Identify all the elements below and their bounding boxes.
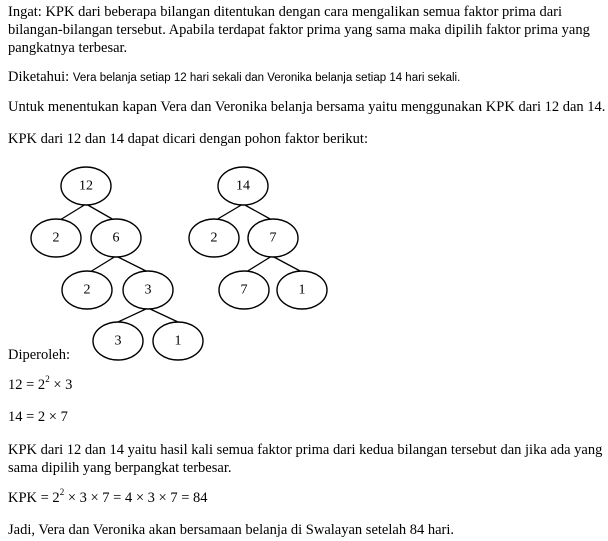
equation-12-lhs: 12 = 2: [8, 377, 46, 393]
tree14-root-label: 14: [236, 178, 250, 194]
kpk-equation-rhs: × 3 × 7 = 4 × 3 × 7 = 84: [64, 490, 208, 506]
tree12-l2-left-label: 2: [83, 282, 91, 298]
ingat-line-3: pangkatnya terbesar.: [8, 40, 128, 56]
diperoleh-label: Diperoleh:: [8, 347, 71, 363]
equation-12-exponent: 2: [45, 374, 50, 385]
factor-trees: [0, 160, 608, 370]
tree12-l3-right-label: 1: [174, 333, 182, 349]
tree14-l2-right-label: 1: [298, 282, 306, 298]
kpk-intro-line: KPK dari 12 dan 14 dapat dicari dengan pohon faktor berikut:: [8, 131, 368, 147]
kpk-desc-line-1: KPK dari 12 dan 14 yaitu hasil kali semua faktor prima dari kedua bilangan tersebut dan jika ada yang: [8, 442, 603, 458]
kpk-equation-lhs: KPK = 2: [8, 490, 60, 506]
equation-12-rhs: × 3: [49, 377, 73, 393]
equation-14: 14 = 2 × 7: [8, 409, 68, 425]
tree12-l1-right-label: 6: [112, 230, 120, 246]
ingat-line-1: Ingat: KPK dari beberapa bilangan ditentukan dengan cara mengalikan semua faktor prima dari: [8, 4, 563, 20]
ingat-line-2: bilangan-bilangan tersebut. Apabila terdapat faktor prima yang sama maka dipilih faktor prima yang: [8, 22, 590, 38]
untuk-line: Untuk menentukan kapan Vera dan Veronika belanja bersama yaitu menggunakan KPK dari 12 dan 14.: [8, 99, 606, 115]
tree12-l1-left-label: 2: [52, 230, 60, 246]
kpk-desc-line-2: sama dipilih yang berpangkat terbesar.: [8, 460, 232, 476]
conclusion-line: Jadi, Vera dan Veronika akan bersamaan belanja di Swalayan setelah 84 hari.: [8, 522, 454, 538]
diketahui-text: Vera belanja setiap 12 hari sekali dan Veronika belanja setiap 14 hari sekali.: [72, 72, 461, 84]
tree14-l2-left-label: 7: [240, 282, 248, 298]
diketahui-label: Diketahui:: [8, 69, 70, 85]
kpk-equation-exponent: 2: [59, 487, 65, 498]
kpk-equation: [8, 489, 208, 507]
tree14-l1-left-label: 2: [210, 230, 218, 246]
tree12-l3-left-label: 3: [114, 333, 122, 349]
tree14-l1-right-label: 7: [269, 230, 277, 246]
tree12-root-label: 12: [79, 178, 93, 194]
tree12-l2-right-label: 3: [144, 282, 152, 298]
equation-12: [8, 376, 72, 394]
diketahui-line: [8, 68, 460, 87]
